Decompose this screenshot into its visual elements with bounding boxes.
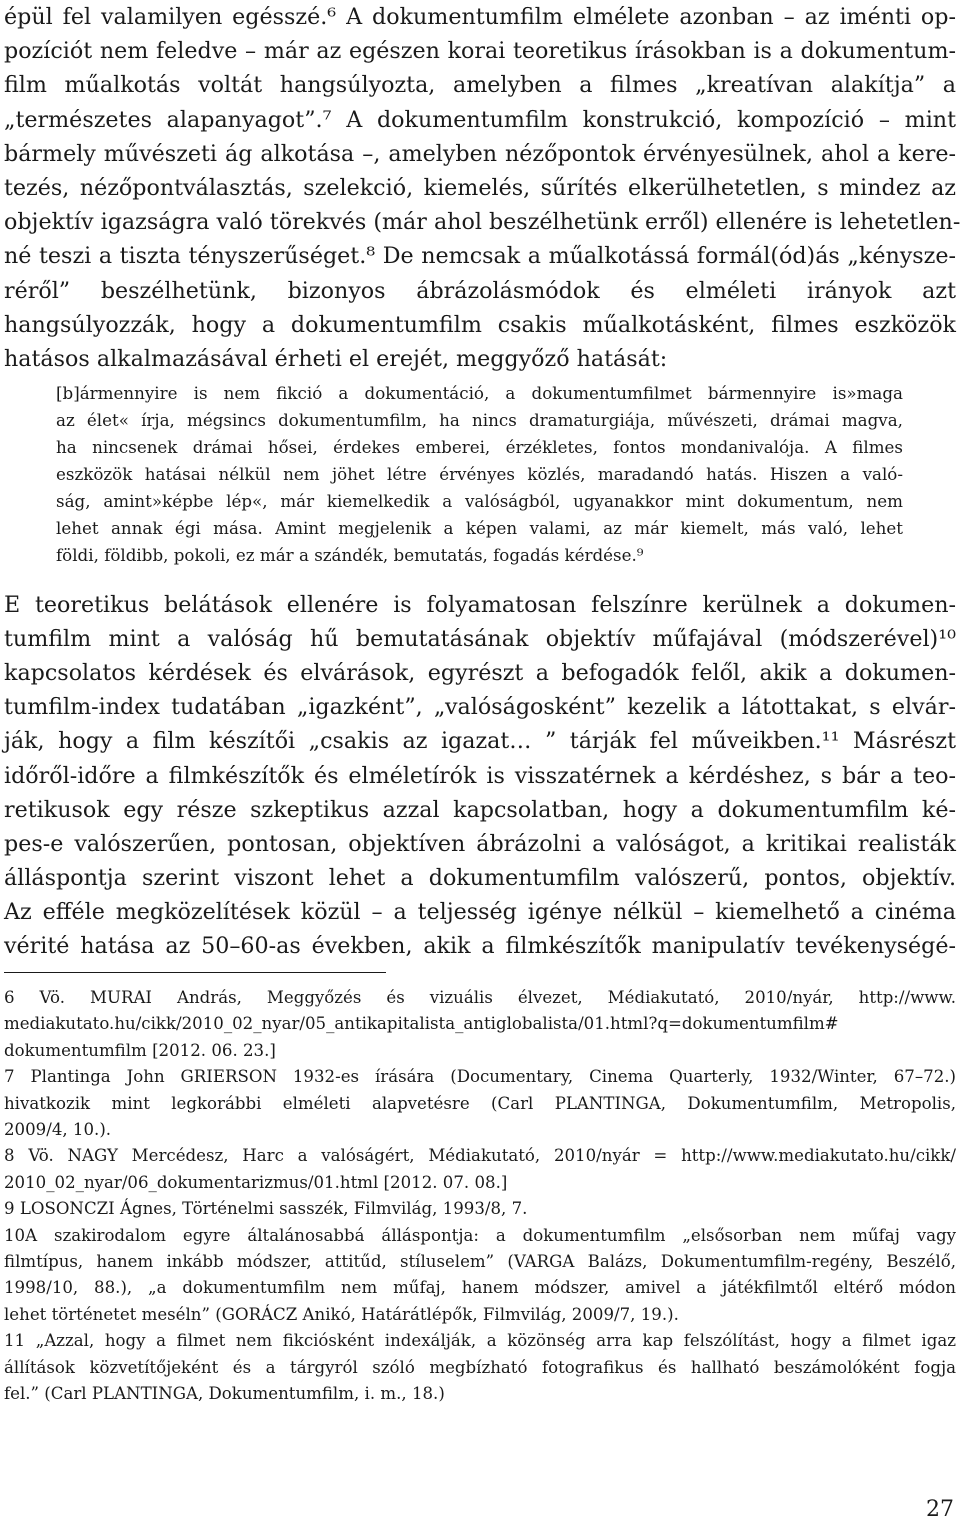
paragraph-line: álláspontja szerint viszont lehet a dokumentumfilm valószerű, pontos, objektív. — [4, 864, 956, 891]
paragraph-line: pozíciót nem feledve – már az egészen korai teoretikus írásokban is a dokumentum- — [4, 38, 956, 65]
paragraph-line: film műalkotás voltát hangsúlyozta, amelyben a filmes „kreatívan alakítja” a — [4, 72, 956, 99]
paragraph-line: objektív igazságra való törekvés (már ahol beszélhetünk erről) ellenére is lehetetlen- — [4, 209, 960, 236]
footnote-line: hivatkozik mint legkorábbi elméleti alapvetésre (Carl PLANTINGA, Dokumentumfilm, Metropolis, — [4, 1093, 956, 1113]
paragraph-line: bármely művészeti ág alkotása –, amelyben nézőpontok érvényesülnek, ahol a kere- — [4, 140, 956, 167]
paragraph-line: né teszi a tiszta tényszerűséget.⁸ De nemcsak a műalkotássá formál(ód)ás „kénysze- — [4, 243, 956, 270]
footnote-line: 10A szakirodalom egyre általánosabbá álláspontja: a dokumentumfilm „elsősorban nem műfaj vagy — [4, 1225, 956, 1245]
footnote-line: lehet történetet meséln” (GORÁCZ Anikó, Határátlépők, Filmvilág, 2009/7, 19.). — [4, 1304, 679, 1324]
footnote-line: dokumentumfilm [2012. 06. 23.] — [4, 1040, 276, 1060]
paragraph-line: hangsúlyozzák, hogy a dokumentumfilm csakis műalkotásként, filmes eszközök — [4, 311, 956, 338]
quote-line: lehet annak égi mása. Amint megjelenik a képen valami, az már kiemelt, más való, lehet — [56, 518, 903, 538]
paragraph-line: pes-e valószerűen, pontosan, objektíven ábrázolni a valóságot, a kritikai realisták — [4, 830, 956, 857]
paragraph-line: ják, hogy a film készítői „csakis az igazat… ” tárják fel műveikben.¹¹ Másrészt — [4, 728, 956, 755]
footnote-line: 6 Vö. MURAI András, Meggyőzés és vizuális élvezet, Médiakutató, 2010/nyár, http://www. — [4, 988, 956, 1007]
footnote-line: mediakutato.hu/cikk/2010_02_nyar/05_antikapitalista_antiglobalista/01.html?q=dokumentumfilm# — [4, 1014, 839, 1034]
footnote-line: 2010_02_nyar/06_dokumentarizmus/01.html [2012. 07. 08.] — [4, 1172, 508, 1192]
paragraph-line: vérité hatása az 50–60-as években, akik a filmkészítők manipulatív tevékenységé- — [4, 933, 956, 959]
footnote-line: 8 Vö. NAGY Mercédesz, Harc a valóságért, Médiakutató, 2010/nyár = http://www.mediakutato.hu/cikk/ — [4, 1146, 956, 1166]
quote-line: eszközök hatásai nélkül nem jöhet létre érvényes közlés, maradandó hatás. Hiszen a való- — [56, 464, 903, 484]
footnote-line: 11 „Azzal, hogy a filmet nem fikciósként indexálják, a közönség arra kap felszólítást, hogy a filmet igaz — [4, 1331, 956, 1351]
paragraph-line: E teoretikus belátások ellenére is folyamatosan felszínre kerülnek a dokumen- — [4, 592, 956, 618]
footnote-line: fel.” (Carl PLANTINGA, Dokumentumfilm, i. m., 18.) — [4, 1384, 445, 1403]
paragraph-line: retikusok egy része szkeptikus azzal kapcsolatban, hogy a dokumentumfilm ké- — [4, 796, 956, 823]
quote-line: ság, amint»képbe lép«, már kiemelkedik a valóságból, ugyanakkor mint dokumentum, nem — [56, 491, 903, 511]
paragraph-line: tumfilm-index tudatában „igazként”, „valóságosként” kezelik a látottakat, s elvár- — [4, 694, 956, 721]
quote-line: [b]ármennyire is nem fikció a dokumentáció, a dokumentumfilmet bármennyire is»maga — [56, 383, 903, 403]
footnote-line: állítások közvetítőjeként és a tárgyról szóló megbízható fotografikus és hallható beszámolóként fogja — [4, 1357, 956, 1377]
footnote-line: 9 LOSONCZI Ágnes, Történelmi sasszék, Filmvilág, 1993/8, 7. — [4, 1199, 528, 1219]
paragraph-line: Az efféle megközelítések közül – a teljesség igénye nélkül – kiemelhető a cinéma — [4, 898, 956, 925]
quote-line: ha nincsenek drámai hősei, érdekes emberei, érzékletes, fontos mondanivalója. A filmes — [56, 437, 903, 457]
paragraph-line: időről-időre a filmkészítők és elméletírók is visszatérnek a kérdéshez, s bár a teo- — [4, 762, 956, 789]
footnote-separator — [4, 972, 386, 973]
paragraph-line: épül fel valamilyen egésszé.⁶ A dokumentumfilm elmélete azonban – az iménti op- — [4, 4, 956, 30]
paragraph-line: hatásos alkalmazásával érheti el erejét, meggyőző hatását: — [4, 346, 668, 372]
footnote-line: 7 Plantinga John GRIERSON 1932-es írására (Documentary, Cinema Quarterly, 1932/Winter, 67–72.) — [4, 1067, 956, 1087]
footnote-line: filmtípus, hanem inkább módszer, attitűd, stíluselem” (VARGA Balázs, Dokumentumfilm-regény, Beszélő, — [4, 1252, 956, 1271]
paragraph-line: kapcsolatos kérdések és elvárások, egyrészt a befogadók felől, akik a dokumen- — [4, 660, 956, 687]
footnote-line: 1998/10, 88.), „a dokumentumfilm nem műfaj, hanem módszer, amivel a játékfilmtől eltérő módon — [4, 1278, 956, 1298]
paragraph-line: réről” beszélhetünk, bizonyos ábrázolásmódok és elméleti irányok azt — [4, 277, 956, 304]
quote-line: az élet« írja, mégsincs dokumentumfilm, ha nincs dramaturgiája, művészeti, drámai magva, — [56, 410, 903, 430]
paragraph-line: „természetes alapanyagot”.⁷ A dokumentumfilm konstrukció, kompozíció – mint — [4, 106, 956, 133]
footnote-line: 2009/4, 10.). — [4, 1120, 112, 1139]
quote-line: földi, földibb, pokoli, ez már a szándék, bemutatás, fogadás kérdése.⁹ — [56, 545, 644, 565]
page-number: 27 — [926, 1497, 954, 1522]
paragraph-line: tumfilm mint a valóság hű bemutatásának objektív műfajával (módszerével)¹⁰ — [4, 626, 956, 653]
paragraph-line: tezés, nézőpontválasztás, szelekció, kiemelés, sűrítés elkerülhetetlen, s mindez az — [4, 175, 956, 201]
